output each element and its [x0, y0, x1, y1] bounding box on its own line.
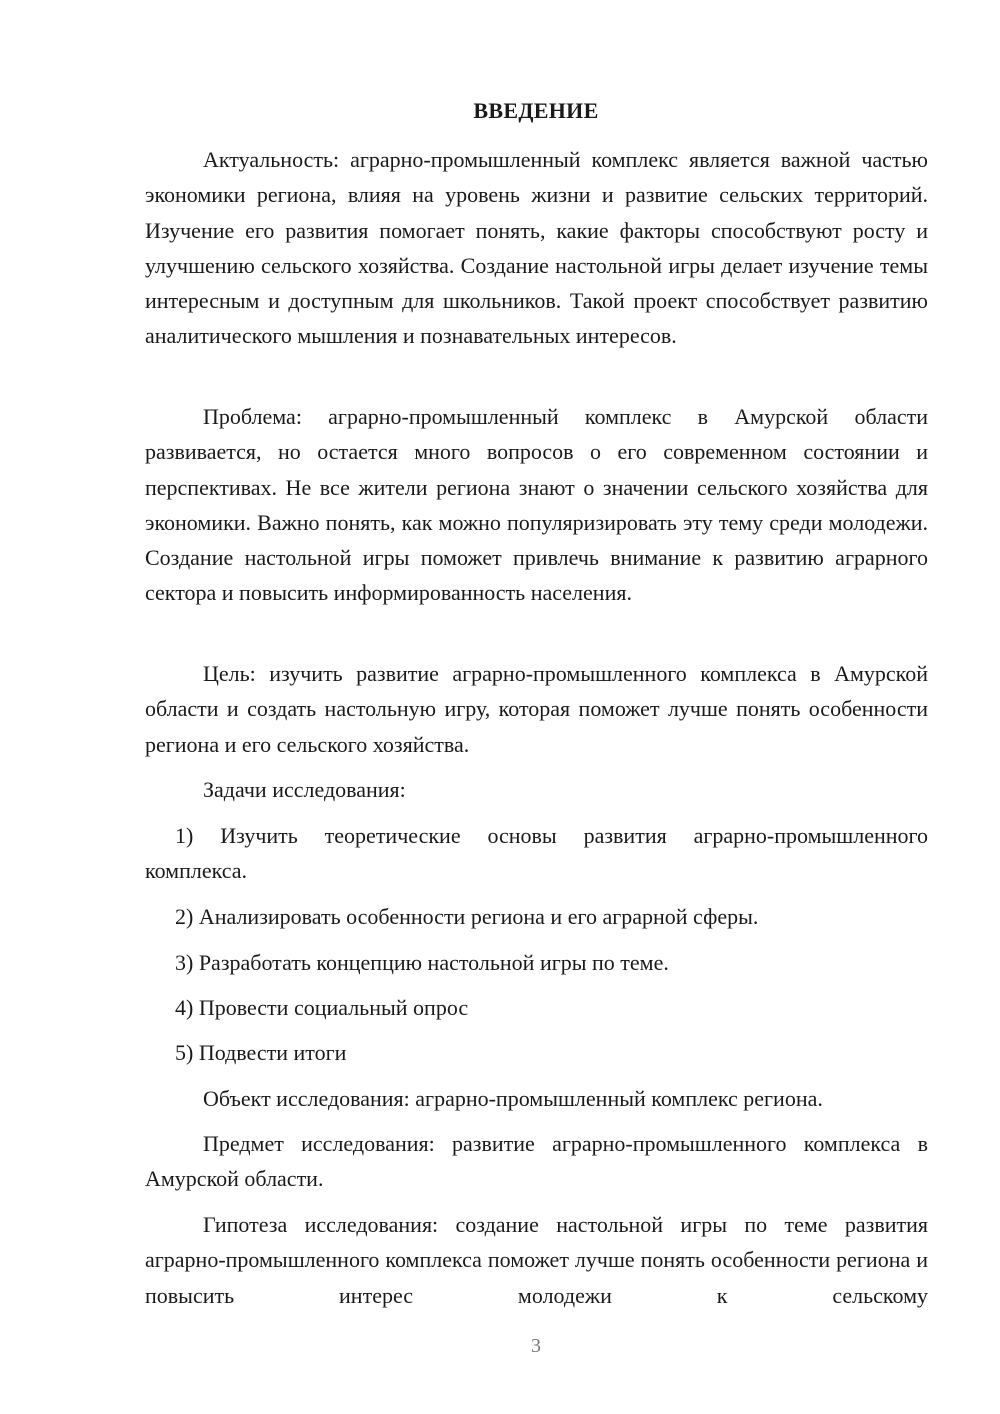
paragraph-problem: Проблема: аграрно-промышленный комплекс в Амурской области развивается, но остается много вопросов о его современном состоянии и перспективах. Не все жители региона знают о значении сельского хозяйства для экономики. Важно понять, как можно популяризировать эту тему среди молодежи. Создание настольной игры поможет привлечь внимание к развитию аграрного сектора и повысить информированность населения. [145, 404, 928, 606]
paragraph-goal: Цель: изучить развитие аграрно-промышленного комплекса в Амурской области и создать настольную игру, которая поможет лучше понять особенности региона и его сельского хозяйства. [145, 661, 928, 757]
task-item-2: 2) Анализировать особенности региона и его аграрной сферы. [175, 904, 759, 929]
task-item-4: 4) Провести социальный опрос [175, 995, 469, 1020]
task-item-5: 5) Подвести итоги [175, 1040, 347, 1065]
paragraph-object: Объект исследования: аграрно-промышленный комплекс региона. [203, 1086, 823, 1111]
tasks-title: Задачи исследования: [203, 777, 406, 802]
paragraph-hypothesis: Гипотеза исследования: создание настольной игры по теме развития аграрно-промышленного комплекса поможет лучше понять особенности региона и повысить интерес молодежи к сельскому [145, 1212, 928, 1308]
task-item-1: 1) Изучить теоретические основы развития аграрно-промышленного комплекса. [145, 823, 928, 884]
task-item-3: 3) Разработать концепцию настольной игры по теме. [175, 950, 669, 975]
page-number: 3 [531, 1335, 541, 1357]
paragraph-relevance: Актуальность: аграрно-промышленный комплекс является важной частью экономики региона, влияя на уровень жизни и развитие сельских территорий. Изучение его развития помогает понять, какие факторы способствуют росту и улучшению сельского хозяйства. Создание настольной игры делает изучение темы интересным и доступным для школьников. Такой проект способствует развитию аналитического мышления и познавательных интересов. [145, 147, 928, 349]
page-title: ВВЕДЕНИЕ [473, 98, 599, 123]
paragraph-subject: Предмет исследования: развитие аграрно-промышленного комплекса в Амурской области. [145, 1131, 928, 1192]
